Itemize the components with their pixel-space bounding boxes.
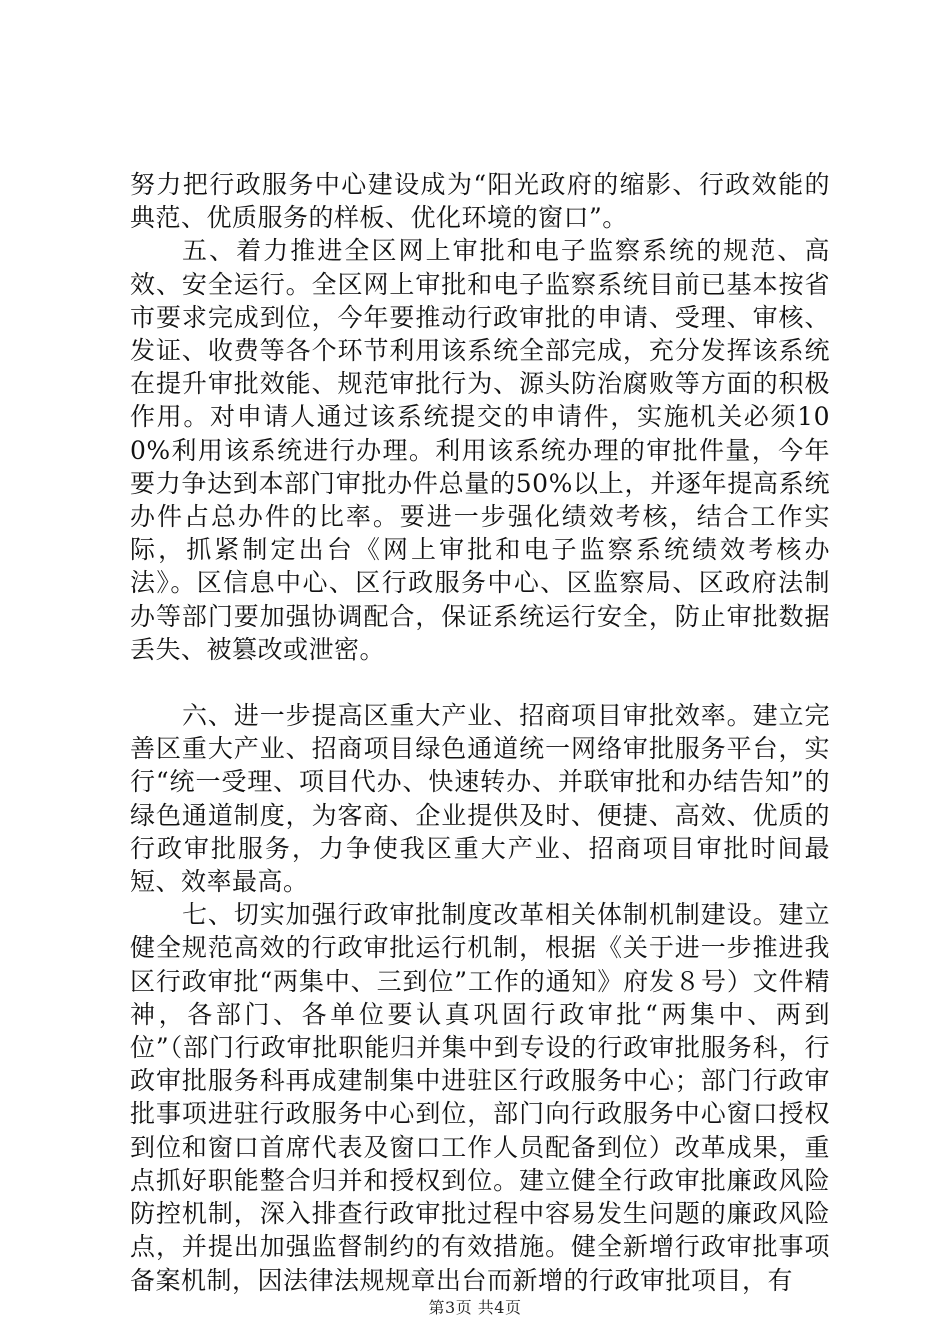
document-body — [130, 168, 830, 1297]
paragraph-section-six: 六、进一步提高区重大产业、招商项目审批效率。建立完善区重大产业、招商项目绿色通道统一网络审批服务平台，实行“统一受理、项目代办、快速转办、并联审批和办结告知”的绿色通道制度，为客商、企业提供及时、便捷、高效、优质的行政审批服务，力争使我区重大产业、招商项目审批时间最短、效率最高。 — [130, 701, 830, 897]
paragraph-section-seven: 七、切实加强行政审批制度改革相关体制机制建设。建立健全规范高效的行政审批运行机制，根据《关于进一步推进我区行政审批“两集中、三到位”工作的通知》府发８号）文件精神，各部门、各单位要认真巩固行政审批“两集中、两到位”（部门行政审批职能归并集中到专设的行政审批服务科，行政审批服务科再成建制集中进驻区行政服务中心；部门行政审批事项进驻行政服务中心到位，部门向行政服务中心窗口授权到位和窗口首席代表及窗口工作人员配备到位）改革成果，重点抓好职能整合归并和授权到位。建立健全行政审批廉政风险防控机制，深入排查行政审批过程中容易发生问题的廉政风险点，并提出加强监督制约的有效措施。健全新增行政审批事项备案机制，因法律法规规章出台而新增的行政审批项目，有 — [130, 900, 830, 1295]
paragraph-continuation: 努力把行政服务中心建设成为“阳光政府的缩影、行政效能的典范、优质服务的样板、优化环境的窗口”。 — [130, 170, 830, 233]
page-number-footer: 第3页 共4页 — [428, 1298, 522, 1317]
paragraph-section-five: 五、着力推进全区网上审批和电子监察系统的规范、高效、安全运行。全区网上审批和电子监察系统目前已基本按省市要求完成到位，今年要推动行政审批的申请、受理、审核、发证、收费等各个环节利用该系统全部完成，充分发挥该系统在提升审批效能、规范审批行为、源头防治腐败等方面的积极作用。对申请人通过该系统提交的申请件，实施机关必须100%利用该系统进行办理。利用该系统办理的审批件量，今年要力争达到本部门审批办件总量的50%以上，并逐年提高系统办件占总办件的比率。要进一步强化绩效考核，结合工作实际，抓紧制定出台《网上审批和电子监察系统绩效考核办法》。区信息中心、区行政服务中心、区监察局、区政府法制办等部门要加强协调配合，保证系统运行安全，防止审批数据丢失、被篡改或泄密。 — [130, 236, 830, 664]
